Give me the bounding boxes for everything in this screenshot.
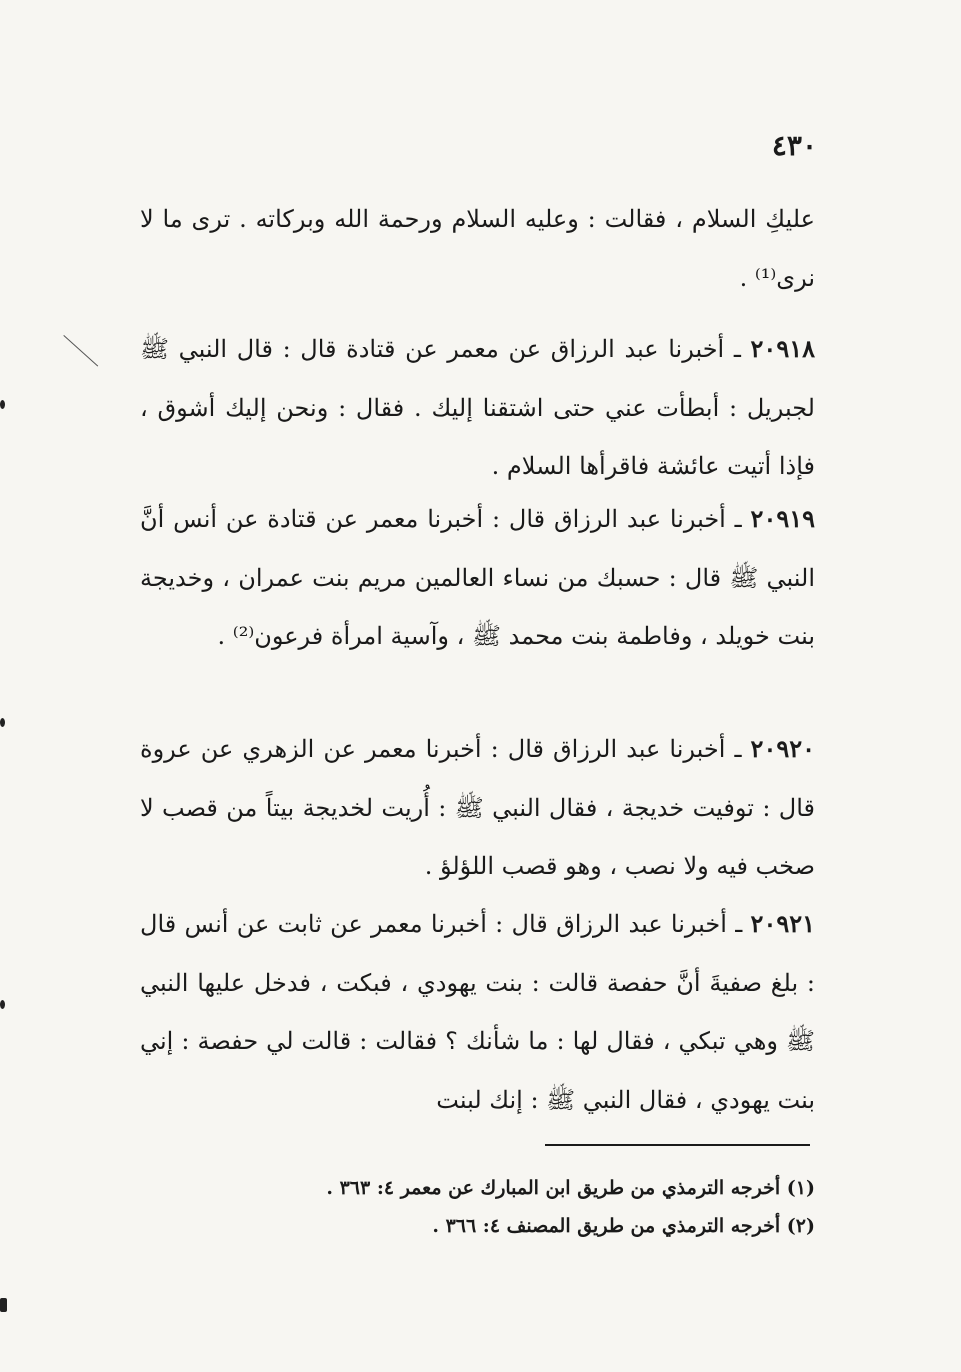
hadith-20921 bbox=[140, 895, 815, 1129]
scan-speck bbox=[0, 1298, 7, 1312]
hadith-number: ٢٠٩١٨ bbox=[750, 334, 815, 363]
hadith-20918 bbox=[140, 320, 815, 496]
page-number: ٤٣٠ bbox=[771, 129, 817, 162]
hadith-number: ٢٠٩٢١ bbox=[750, 909, 815, 938]
paragraph-text: ـ أخبرنا عبد الرزاق قال : أخبرنا معمر عن قتادة عن أنس أنَّ النبي ﷺ قال : حسبك من نساء العالمين مريم بنت عمران ، وخديجة بنت خويلد ، وفاطمة بنت محمد ﷺ ، وآسية امرأة فرعون⁽²⁾ . bbox=[140, 505, 815, 650]
footnote-divider bbox=[545, 1144, 810, 1146]
footnote-1: (١) أخرجه الترمذي من طريق ابن المبارك عن معمر ٤: ٣٦٣ . bbox=[326, 1177, 815, 1199]
scan-speck bbox=[0, 400, 5, 409]
hadith-20920 bbox=[140, 720, 815, 896]
paragraph-continuation bbox=[140, 190, 815, 307]
paragraph-text: ـ أخبرنا عبد الرزاق عن معمر عن قتادة قال : قال النبي ﷺ لجبريل : أبطأت عني حتى اشتقنا إليك . فقال : ونحن إليك أشوق ، فإذا أتيت عائشة فاقرأها السلام . bbox=[140, 335, 815, 480]
hadith-20919 bbox=[140, 490, 815, 666]
hadith-number: ٢٠٩١٩ bbox=[750, 504, 815, 533]
hadith-number: ٢٠٩٢٠ bbox=[750, 734, 815, 763]
scan-scratch bbox=[63, 335, 98, 367]
scan-speck bbox=[0, 1000, 5, 1009]
footnote-2: (٢) أخرجه الترمذي من طريق المصنف ٤: ٣٦٦ . bbox=[432, 1215, 815, 1237]
paragraph-text: عليكِ السلام ، فقالت : وعليه السلام ورحمة الله وبركاته . ترى ما لا نرى⁽¹⁾ . bbox=[140, 205, 815, 292]
paragraph-text: ـ أخبرنا عبد الرزاق قال : أخبرنا معمر عن ثابت عن أنس قال : بلغ صفيةَ أنَّ حفصة قالت : بنت يهودي ، فبكت ، فدخل عليها النبي ﷺ وهي تبكي ، فقال لها : ما شأنك ؟ فقالت : قالت لي حفصة : إني بنت يهودي ، فقال النبي ﷺ : إنك لبنت bbox=[140, 910, 815, 1114]
scan-speck bbox=[0, 718, 5, 727]
paragraph-text: ـ أخبرنا عبد الرزاق قال : أخبرنا معمر عن الزهري عن عروة قال : توفيت خديجة ، فقال النبي ﷺ : أُريت لخديجة بيتاً من قصب لا صخب فيه ولا نصب ، وهو قصب اللؤلؤ . bbox=[140, 735, 815, 880]
